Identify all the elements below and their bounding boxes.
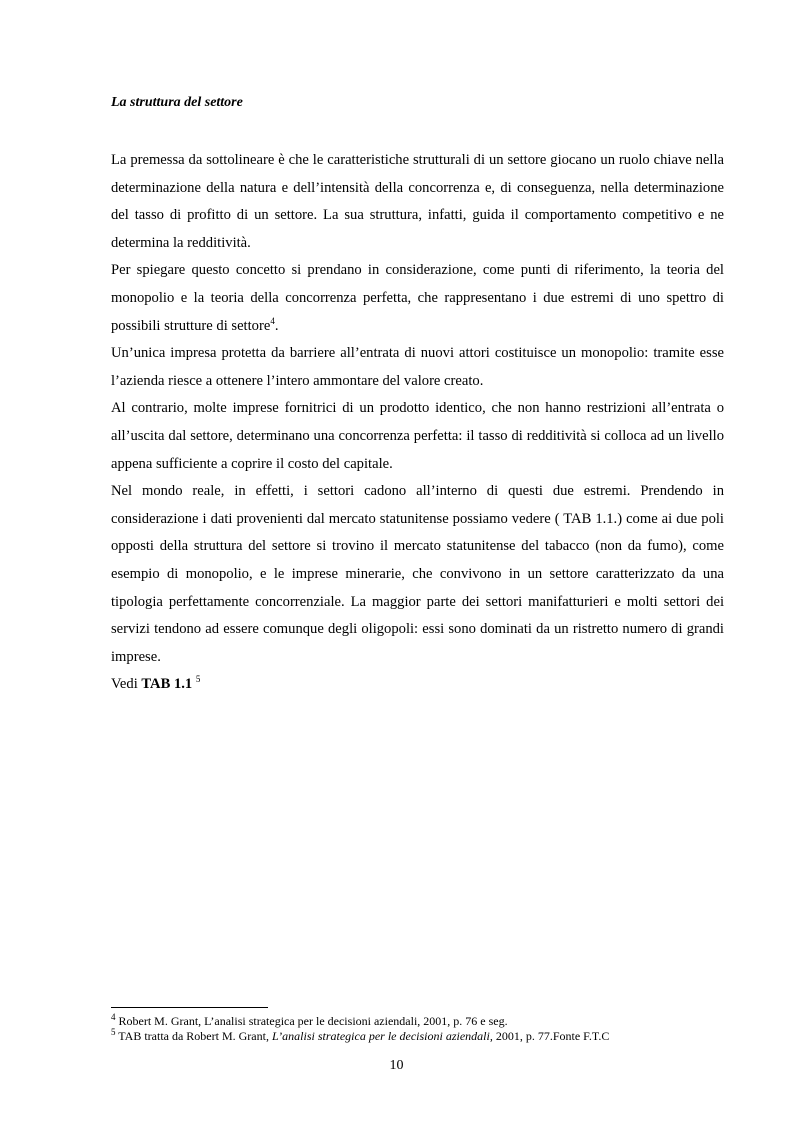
footnote-4 xyxy=(111,1014,731,1029)
footnote-4-number: 4 xyxy=(111,1012,116,1022)
section-heading: La struttura del settore xyxy=(111,95,243,110)
paragraph-1: La premessa da sottolineare è che le caratteristiche strutturali di un settore giocano un ruolo chiave nella determinazione della natura e dell’intensità della concorrenza e, di conseguenza, nella determinazione del tasso di profitto di un settore. La sua struttura, infatti, guida il comportamento competitivo e ne determina la redditività. xyxy=(111,152,724,251)
paragraph-2-end: . xyxy=(274,317,279,334)
body-text xyxy=(111,147,724,699)
footnote-separator xyxy=(111,1007,268,1008)
footnote-4-text: Robert M. Grant, L’analisi strategica per le decisioni aziendali, 2001, p. 76 e seg. xyxy=(115,1014,508,1028)
paragraph-3: Un’unica impresa protetta da barriere all’entrata di nuovi attori costituisce un monopolio: tramite esse l’azienda riesce a ottenere l’intero ammontare del valore creato. xyxy=(111,345,724,389)
table-reference-label: TAB 1.1 xyxy=(141,676,193,693)
footnote-5-text-after: 2001, p. 77.Fonte F.T.C xyxy=(492,1029,610,1043)
paragraph-2-text: Per spiegare questo concetto si prendano in considerazione, come punti di riferimento, la teoria del monopolio e la teoria della concorrenza perfetta, che rappresentano i due estremi di uno spettro di possibili strutture di settore xyxy=(111,262,724,334)
table-reference-prefix: Vedi xyxy=(111,676,142,693)
footnote-5-number: 5 xyxy=(111,1027,116,1037)
paragraph-4: Al contrario, molte imprese fornitrici di un prodotto identico, che non hanno restrizioni all’entrata o all’uscita dal settore, determinano una concorrenza perfetta: il tasso di redditività si colloca ad un livello appena sufficiente a coprire il costo del capitale. xyxy=(111,400,724,472)
footnotes xyxy=(111,1014,731,1044)
footnote-5-title: L’analisi strategica per le decisioni aziendali, xyxy=(271,1029,493,1043)
footnote-ref-4[interactable]: 4 xyxy=(270,315,275,326)
footnote-5 xyxy=(111,1029,731,1044)
paragraph-5: Nel mondo reale, in effetti, i settori cadono all’interno di questi due estremi. Prendendo in considerazione i dati provenienti dal mercato statunitense possiamo vedere ( TAB 1.1.) come ai due poli opposti della struttura del settore si trovino il mercato statunitense del tabacco (non da fumo), come esempio di monopolio, e le imprese minerarie, che convivono in un settore caratterizzato da una tipologia perfettamente concorrenziale. La maggior parte dei settori manifatturieri e molti settori dei servizi tendono ad essere comunque degli oligopoli: essi sono dominati da un ristretto numero di grandi imprese. xyxy=(111,483,724,665)
footnote-ref-5[interactable]: 5 xyxy=(195,674,201,685)
page-number: 10 xyxy=(389,1058,404,1073)
paragraph-2 xyxy=(111,257,724,340)
footnote-5-text-before: TAB tratta da Robert M. Grant, xyxy=(115,1029,272,1043)
table-reference-line xyxy=(111,671,724,699)
